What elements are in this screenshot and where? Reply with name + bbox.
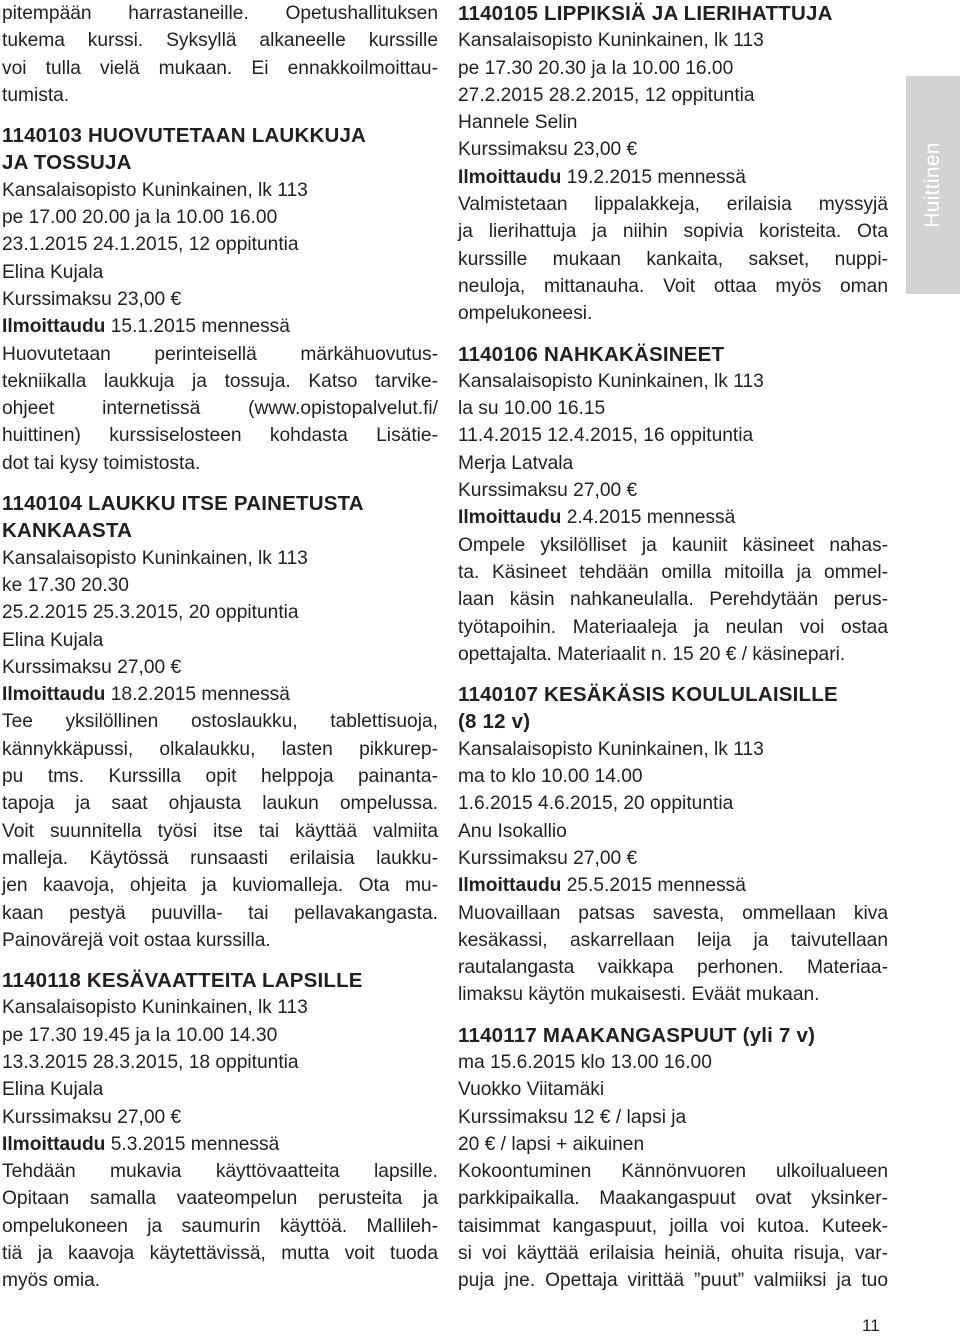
- course-title: 1140118 KESÄVAATTEITA LAPSILLE: [2, 969, 363, 993]
- desc-line: opettajalta. Materiaalit n. 15 20 € / käsinepari.: [458, 643, 846, 665]
- course-place: Kansalaisopisto Kuninkainen, lk 113: [2, 179, 308, 201]
- course-dates: 1.6.2015 4.6.2015, 20 oppituntia: [458, 793, 734, 815]
- course-title: (8 12 v): [458, 710, 531, 734]
- desc-line: Opitaan samalla vaateompelun perusteita ja: [2, 1188, 438, 1210]
- course-title: 1140104 LAUKKU ITSE PAINETUSTA: [2, 492, 364, 516]
- desc-line: parkkipaikalla. Maakangaspuut ovat yksinker-: [458, 1188, 888, 1210]
- course-signup: [2, 313, 438, 340]
- course-title: 1140117 MAAKANGASPUUT (yli 7 v): [458, 1023, 816, 1047]
- course-teacher: Hannele Selin: [458, 112, 578, 134]
- course-signup: [2, 1131, 438, 1158]
- course-fee-2: 20 € / lapsi + aikuinen: [458, 1133, 645, 1155]
- course-time: pe 17.30 20.30 ja la 10.00 16.00: [458, 57, 734, 79]
- desc-line: taisimmat kangaspuut, joilla voi kutoa. Kuteek-: [458, 1215, 888, 1237]
- signup-label: Ilmoittaudu: [2, 1133, 106, 1155]
- desc-line: myös omia.: [2, 1270, 101, 1292]
- desc-line: ompelukoneen ja saumurin käyttöä. Mallileh-: [2, 1215, 438, 1237]
- course-teacher: Elina Kujala: [2, 629, 104, 651]
- desc-line: Kokoontuminen Kännönvuoren ulkoilualueen: [458, 1161, 888, 1183]
- desc-line: limaksu käytön mukaisesti. Eväät mukaan.: [458, 984, 820, 1006]
- desc-line: laan käsin nahkaneulalla. Perehdytään perus-: [458, 589, 888, 611]
- course-fee: Kurssimaksu 23,00 €: [458, 139, 638, 161]
- desc-line: malleja. Käytössä runsaasti erilaisia laukku-: [2, 847, 438, 869]
- course-1140104: [2, 490, 438, 954]
- desc-line: kaan pestyä puuvilla- tai pellavakangasta.: [2, 902, 438, 924]
- desc-line: ta. Käsineet tehdään omilla mitoilla ja ommel-: [458, 561, 888, 583]
- course-1140105: [458, 0, 888, 328]
- course-title: JA TOSSUJA: [2, 151, 132, 175]
- course-title: 1140106 NAHKAKÄSINEET: [458, 342, 725, 366]
- signup-deadline: 19.2.2015 mennessä: [566, 166, 746, 188]
- desc-line: työtapoihin. Materiaaleja ja neulan voi ostaa: [458, 616, 888, 638]
- desc-line: tapoja ja saat ohjausta laukun ompelussa.: [2, 793, 438, 815]
- course-time: ma to klo 10.00 14.00: [458, 766, 643, 788]
- course-place: Kansalaisopisto Kuninkainen, lk 113: [458, 370, 764, 392]
- desc-line: Tehdään mukavia käyttövaatteita lapsille.: [2, 1161, 438, 1183]
- signup-label: Ilmoittaudu: [458, 507, 562, 529]
- course-1140118: [2, 967, 438, 1295]
- course-dates: 11.4.2015 12.4.2015, 16 oppituntia: [458, 425, 754, 447]
- signup-label: Ilmoittaudu: [458, 875, 562, 897]
- course-fee: Kurssimaksu 27,00 €: [2, 1106, 182, 1128]
- course-dates: 23.1.2015 24.1.2015, 12 oppituntia: [2, 234, 299, 256]
- signup-deadline: 5.3.2015 mennessä: [110, 1133, 280, 1155]
- course-fee: Kurssimaksu 27,00 €: [458, 847, 638, 869]
- course-title: KANKAASTA: [2, 519, 133, 543]
- desc-line: ja lierihattuja ja niihin sopivia koristeita. Ota: [458, 221, 888, 243]
- signup-deadline: 15.1.2015 mennessä: [110, 316, 290, 338]
- course-place: Kansalaisopisto Kuninkainen, lk 113: [2, 547, 308, 569]
- text-line: pitempään harrastaneille. Opetushallituksen: [2, 3, 438, 24]
- desc-line: si voi käyttää erilaisia heiniä, ohuita risuja, var-: [458, 1243, 888, 1265]
- desc-line: ohjeet internetissä (www.opistopalvelut.fi/: [2, 398, 438, 420]
- text-line: voi tulla vielä mukaan. Ei ennakkoilmoittau-: [2, 57, 438, 79]
- course-time: la su 10.00 16.15: [458, 398, 606, 420]
- course-title: 1140105 LIPPIKSIÄ JA LIERIHATTUJA: [458, 2, 833, 25]
- signup-label: Ilmoittaudu: [458, 166, 562, 188]
- desc-line: pu tms. Kurssilla opit helppoja painanta-: [2, 766, 438, 788]
- intro-paragraph: [2, 0, 438, 109]
- course-place: Kansalaisopisto Kuninkainen, lk 113: [458, 738, 764, 760]
- course-signup: [458, 164, 888, 191]
- signup-deadline: 25.5.2015 mennessä: [566, 875, 746, 897]
- course-teacher: Anu Isokallio: [458, 820, 567, 842]
- desc-line: Huovutetaan perinteisellä märkähuovutus-: [2, 343, 438, 365]
- course-signup: [458, 504, 888, 531]
- course-dates: 13.3.2015 28.3.2015, 18 oppituntia: [2, 1051, 299, 1073]
- course-time: ma 15.6.2015 klo 13.00 16.00: [458, 1051, 712, 1073]
- text-line: tumista.: [2, 84, 70, 106]
- desc-line: huittinen) kurssiselosteen kohdasta Lisätie-: [2, 425, 438, 447]
- signup-deadline: 2.4.2015 mennessä: [566, 507, 736, 529]
- course-fee: Kurssimaksu 23,00 €: [2, 288, 182, 310]
- side-tab-label: Huittinen: [921, 142, 944, 228]
- course-title: 1140107 KESÄKÄSIS KOULULAISILLE: [458, 683, 838, 707]
- course-1140107: [458, 681, 888, 1009]
- desc-line: kännykkäpussi, olkalaukku, lasten pikkurep-: [2, 738, 438, 760]
- course-dates: 25.2.2015 25.3.2015, 20 oppituntia: [2, 602, 299, 624]
- text-line: tukema kurssi. Syksyllä alkaneelle kurssille: [2, 30, 438, 52]
- course-teacher: Elina Kujala: [2, 261, 104, 283]
- course-teacher: Vuokko Viitamäki: [458, 1079, 605, 1101]
- desc-line: puja jne. Opettaja virittää ”puut” valmiiksi ja tuo: [458, 1270, 888, 1292]
- desc-line: Ompele yksilölliset ja kauniit käsineet nahas-: [458, 534, 888, 556]
- section-side-tab: [906, 76, 960, 294]
- course-fee: Kurssimaksu 12 € / lapsi ja: [458, 1106, 687, 1128]
- signup-label: Ilmoittaudu: [2, 684, 106, 706]
- desc-line: tekniikalla laukkuja ja tossuja. Katso tarvike-: [2, 370, 438, 392]
- course-signup: [2, 681, 438, 708]
- signup-label: Ilmoittaudu: [2, 316, 106, 338]
- course-title: 1140103 HUOVUTETAAN LAUKKUJA: [2, 124, 367, 148]
- desc-line: Muovaillaan patsas savesta, ommellaan kiva: [458, 902, 888, 924]
- course-fee: Kurssimaksu 27,00 €: [458, 480, 638, 502]
- desc-line: ompelukoneesi.: [458, 303, 593, 325]
- desc-line: Painovärejä voit ostaa kurssilla.: [2, 929, 271, 951]
- course-place: Kansalaisopisto Kuninkainen, lk 113: [458, 30, 764, 52]
- desc-line: kurssille mukaan kankaita, sakset, nuppi-: [458, 248, 888, 270]
- desc-line: Tee yksilöllinen ostoslaukku, tablettisuoja,: [2, 711, 438, 733]
- course-signup: [458, 872, 888, 899]
- left-column: [2, 0, 438, 1295]
- course-1140106: [458, 341, 888, 669]
- course-1140117: [458, 1022, 888, 1295]
- desc-line: tiä ja kaavoja käytettävissä, mutta voit tuoda: [2, 1243, 438, 1265]
- desc-line: Valmistetaan lippalakkeja, erilaisia myssyjä: [458, 194, 888, 216]
- course-teacher: Merja Latvala: [458, 452, 574, 474]
- right-column: [458, 0, 888, 1295]
- signup-deadline: 18.2.2015 mennessä: [110, 684, 290, 706]
- course-time: pe 17.30 19.45 ja la 10.00 14.30: [2, 1024, 278, 1046]
- desc-line: jen kaavoja, ohjeita ja kuviomalleja. Ota mu-: [2, 875, 438, 897]
- course-1140103: [2, 122, 438, 477]
- page-number: 11: [862, 1316, 880, 1335]
- desc-line: neuloja, mittanauha. Voit ottaa myös oman: [458, 275, 888, 297]
- course-fee: Kurssimaksu 27,00 €: [2, 656, 182, 678]
- course-place: Kansalaisopisto Kuninkainen, lk 113: [2, 997, 308, 1019]
- course-time: ke 17.30 20.30: [2, 574, 129, 596]
- desc-line: dot tai kysy toimistosta.: [2, 452, 201, 474]
- course-time: pe 17.00 20.00 ja la 10.00 16.00: [2, 207, 278, 229]
- desc-line: rautalangasta vaikkapa perhonen. Materiaa-: [458, 957, 888, 979]
- desc-line: Voit suunnitella työsi itse tai käyttää valmiita: [2, 820, 438, 842]
- course-teacher: Elina Kujala: [2, 1079, 104, 1101]
- course-dates: 27.2.2015 28.2.2015, 12 oppituntia: [458, 84, 755, 106]
- desc-line: kesäkassi, askarrellaan leija ja taivutellaan: [458, 929, 888, 951]
